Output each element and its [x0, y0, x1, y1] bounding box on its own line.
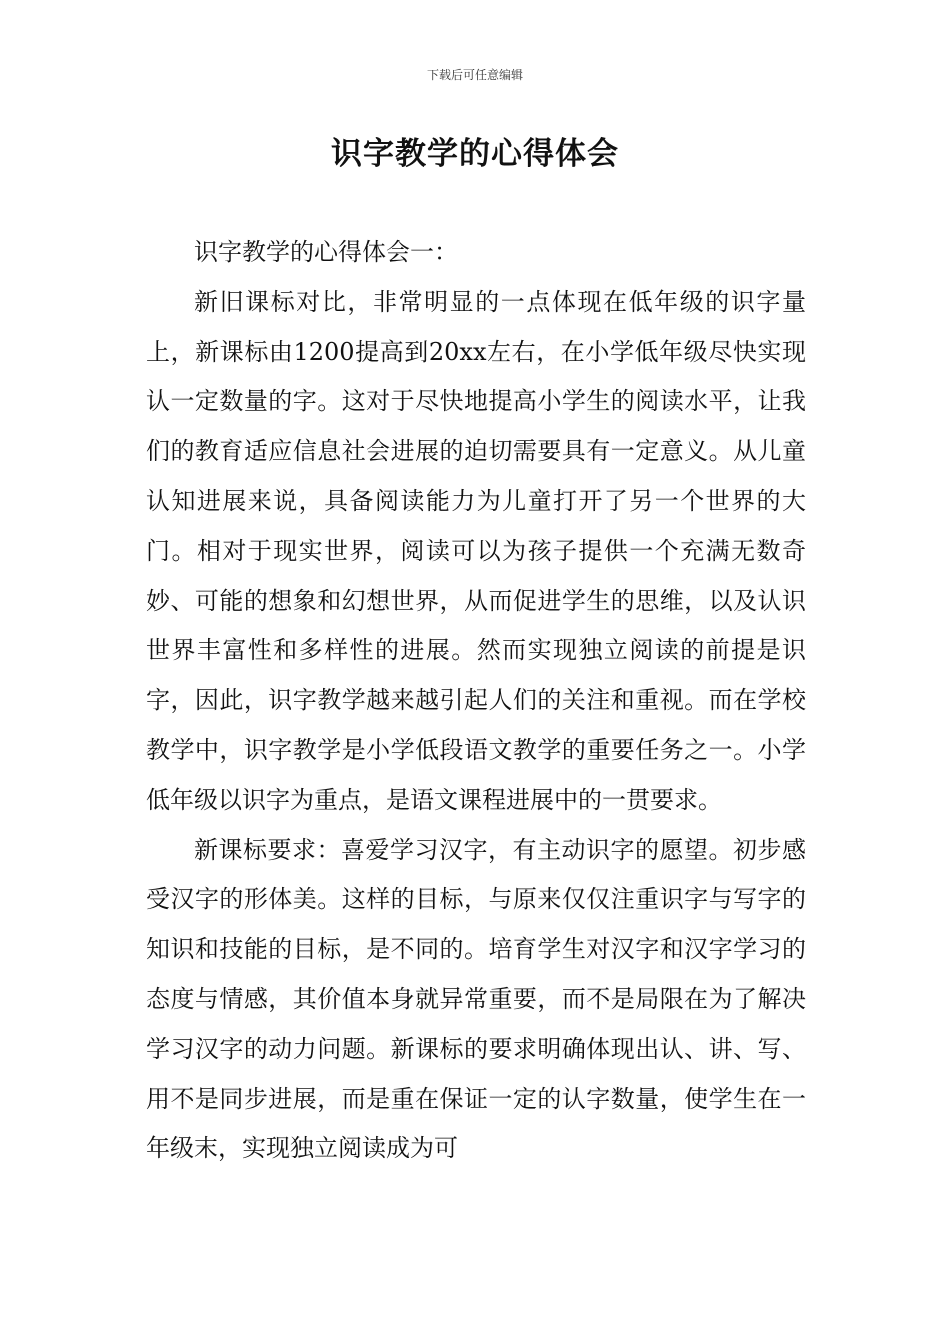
paragraph-1: 识字教学的心得体会一： — [194, 238, 458, 266]
paragraph-2: 新旧课标对比，非常明显的一点体现在低年级的识字量上，新课标由1200提高到20xx左右，在小学低年级尽快实现认一定数量的字。这对于尽快地提高小学生的阅读水平，让我们的教育适应信息社会进展的迫切需要具有一定意义。从儿童认知进展来说，具备阅读能力为儿童打开了另一个世界的大门。相对于现实世界，阅读可以为孩子提供一个充满无数奇妙、可能的想象和幻想世界，从而促进学生的思维，以及认识世界丰富性和多样性的进展。然而实现独立阅读的前提是识字，因此，识字教学越来越引起人们的关注和重视。而在学校教学中，识字教学是小学低段语文教学的重要任务之一。小学低年级以识字为重点，是语文课程进展中的一贯要求。 — [146, 287, 806, 814]
document-title: 识字教学的心得体会 — [331, 136, 619, 172]
header-note: 下载后可任意编辑 — [426, 68, 523, 82]
paragraph-3: 新课标要求：喜爱学习汉字，有主动识字的愿望。初步感受汉字的形体美。这样的目标，与原来仅仅注重识字与写字的知识和技能的目标，是不同的。培育学生对汉字和汉字学习的态度与情感，其价值本身就异常重要，而不是局限在为了解决学习汉字的动力问题。新课标的要求明确体现出认、讲、写、用不是同步进展，而是重在保证一定的认字数量，使学生在一年级末，实现独立阅读成为可 — [146, 835, 806, 1163]
document-body — [146, 228, 806, 1174]
